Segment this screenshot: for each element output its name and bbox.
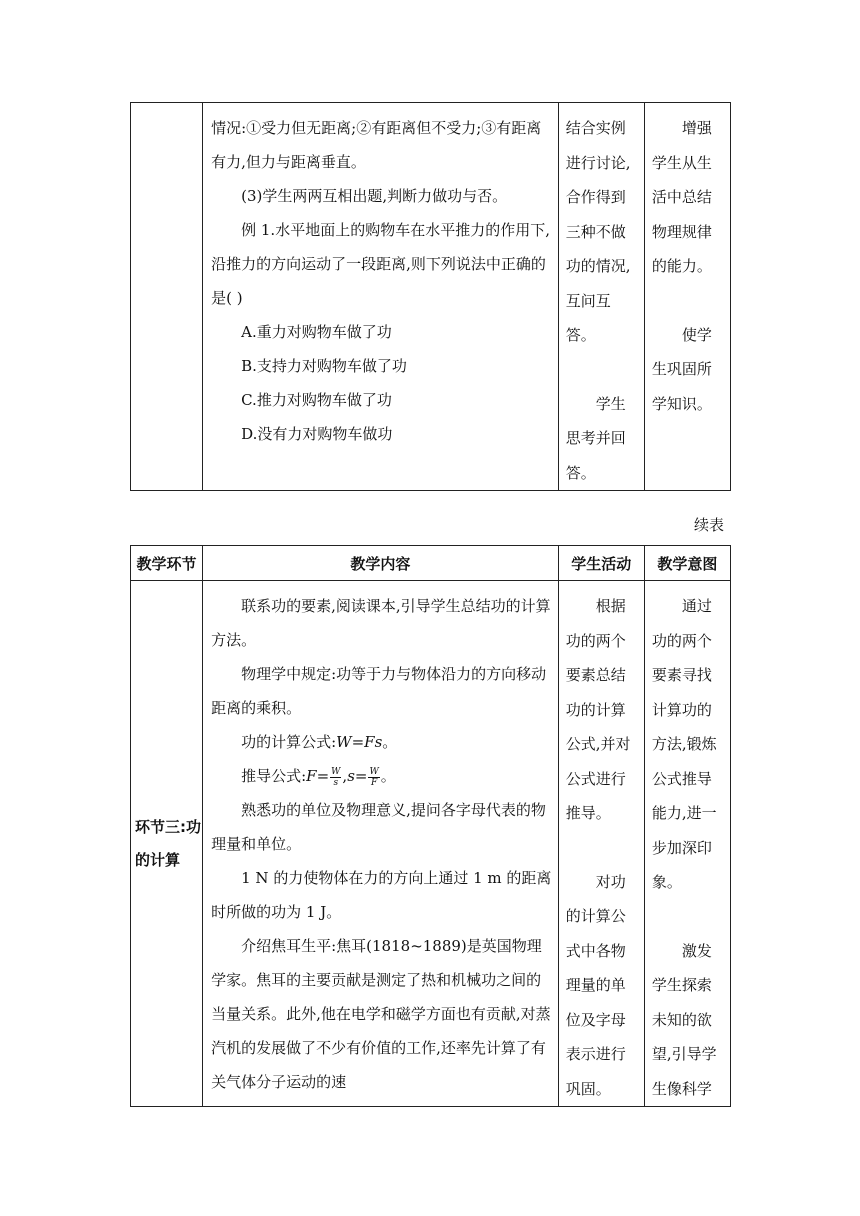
content-cell — [203, 581, 559, 1107]
activity-text: 学生思考并回答。 — [565, 394, 626, 482]
content-line: 情况:①受力但无距离;②有距离但不受力;③有距离有力,但力与距离垂直。 — [211, 119, 542, 171]
activity-text: 根据功的两个要素总结功的计算公式,并对公式进行推导。 — [565, 597, 631, 822]
work-formula: W=Fs — [336, 733, 383, 751]
content-line: (3)学生两两互相出题,判断力做功与否。 — [241, 187, 508, 205]
header-content: 教学内容 — [203, 546, 559, 581]
content-line: 熟悉功的单位及物理意义,提问各字母代表的物理量和单位。 — [211, 801, 546, 853]
option-c: C.推力对购物车做了功 — [241, 391, 392, 409]
stage-name: 环节三:功的计算 — [131, 581, 203, 1107]
activity-text: 结合实例进行讨论,合作得到三种不做功的情况,互问互答。 — [565, 119, 631, 344]
content-line: 1 N 的力使物体在力的方向上通过 1 m 的距离时所做的功为 1 J。 — [211, 869, 552, 921]
derived-formula-line: 推导公式:F= $\frac{W}{s}$ ,s= $\frac{W}{F}$ 。 — [241, 766, 396, 788]
header-activity: 学生活动 — [558, 546, 644, 581]
content-line: 介绍焦耳生平:焦耳(1818~1889)是英国物理学家。焦耳的主要贡献是测定了热和机械功之间的当量关系。此外,他在电学和磁学方面也有贡献,对蒸汽机的发展做了不少有价值的工作,还率先计算了有关气体分子运动的速 — [211, 937, 551, 1091]
lesson-table-part1 — [130, 102, 731, 491]
option-b: B.支持力对购物车做了功 — [241, 357, 407, 375]
intent-cell — [644, 103, 730, 491]
example-question: 例 1.水平地面上的购物车在水平推力的作用下,沿推力的方向运动了一段距离,则下列说法中正确的是( ) — [211, 221, 550, 307]
intent-cell — [644, 581, 730, 1107]
activity-text: 对功的计算公式中各物理量的单位及字母表示进行巩固。 — [565, 872, 626, 1098]
lesson-table-part2 — [130, 545, 731, 1107]
intent-text: 通过功的两个要素寻找计算功的方法,锻炼公式推导能力,进一步加深印象。 — [651, 597, 717, 891]
intent-text: 增强学生从生活中总结物理规律的能力。 — [651, 119, 712, 275]
fraction-w-over-s: $\frac{W}{s}$ — [331, 766, 341, 788]
option-d: D.没有力对购物车做功 — [241, 425, 393, 443]
intent-text: 激发学生探索未知的欲望,引导学生像科学 — [651, 941, 717, 1098]
fraction-w-over-f: $\frac{W}{F}$ — [369, 766, 379, 788]
content-line: 联系功的要素,阅读课本,引导学生总结功的计算方法。 — [211, 597, 551, 649]
option-a: A.重力对购物车做了功 — [241, 323, 392, 341]
intent-text: 使学生巩固所学知识。 — [651, 325, 712, 413]
stage-cell-empty — [131, 103, 203, 491]
formula-line: 功的计算公式:W=Fs。 — [241, 733, 398, 751]
continued-label: 续表 — [694, 516, 725, 534]
header-stage: 教学环节 — [131, 546, 203, 581]
content-line: 物理学中规定:功等于力与物体沿力的方向移动距离的乘积。 — [211, 665, 547, 717]
activity-cell — [558, 103, 644, 491]
content-cell — [203, 103, 559, 491]
header-intent: 教学意图 — [644, 546, 730, 581]
activity-cell — [558, 581, 644, 1107]
